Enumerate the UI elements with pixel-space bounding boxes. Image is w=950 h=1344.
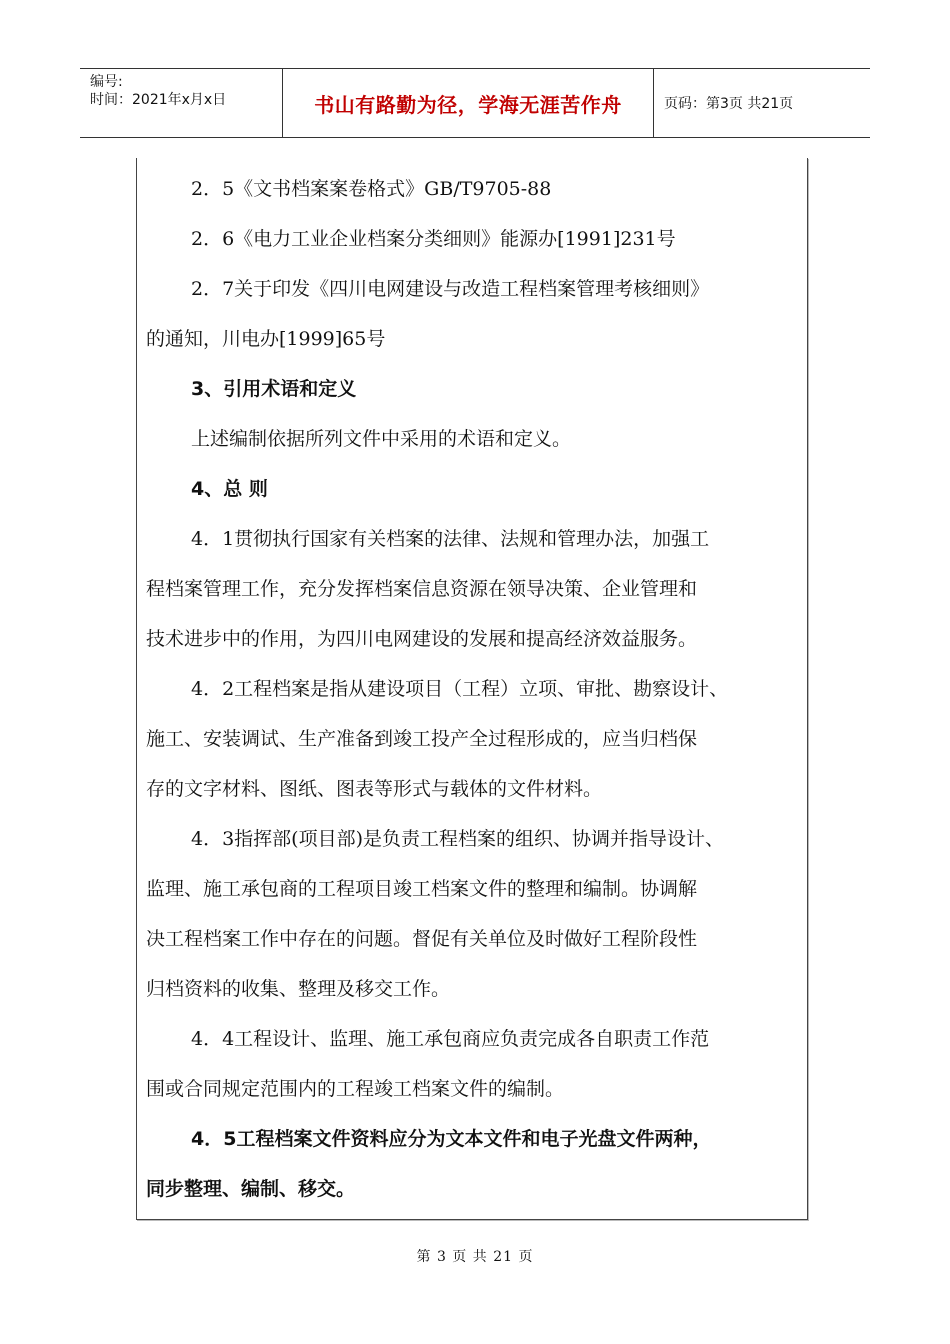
paragraph-line: 施工、安装调试、生产准备到竣工投产全过程形成的，应当归档保 (146, 728, 698, 750)
page-footer: 第 3 页 共 21 页 (416, 1249, 534, 1265)
paragraph-line: 2．6《电力工业企业档案分类细则》能源办[1991]231号 (191, 228, 676, 250)
paragraph-line: 2．5《文书档案案卷格式》GB/T9705-88 (191, 178, 552, 200)
paragraph-line: 4．4工程设计、监理、施工承包商应负责完成各自职责工作范 (191, 1028, 710, 1050)
paragraph-line: 3、引用术语和定义 (191, 378, 357, 400)
paragraph-line: 决工程档案工作中存在的问题。督促有关单位及时做好工程阶段性 (146, 928, 698, 950)
paragraph (146, 1114, 806, 1214)
paragraph-line: 4、总 则 (191, 478, 268, 500)
paragraph-line: 4．3指挥部(项目部)是负责工程档案的组织、协调并指导设计、 (191, 828, 725, 850)
paragraph-line: 归档资料的收集、整理及移交工作。 (146, 978, 451, 1000)
paragraph (146, 814, 806, 1014)
paragraph (146, 1014, 806, 1114)
paragraph-line: 围或合同规定范围内的工程竣工档案文件的编制。 (146, 1078, 565, 1100)
paragraph (146, 464, 806, 514)
page-header (80, 68, 870, 138)
header-page-info: 页码：第3页 共21页 (664, 96, 794, 112)
paragraph-line: 4．1贯彻执行国家有关档案的法律、法规和管理办法，加强工 (191, 528, 710, 550)
paragraph-line: 监理、施工承包商的工程项目竣工档案文件的整理和编制。协调解 (146, 878, 698, 900)
paragraph (146, 264, 806, 364)
document-number-label: 编号: (90, 74, 123, 90)
paragraph-line: 程档案管理工作，充分发挥档案信息资源在领导决策、企业管理和 (146, 578, 698, 600)
paragraph-line: 存的文字材料、图纸、图表等形式与载体的文件材料。 (146, 778, 603, 800)
paragraph-line: 同步整理、编制、移交。 (146, 1178, 356, 1200)
paragraph-line: 4．2工程档案是指从建设项目（工程）立项、审批、勘察设计、 (191, 678, 729, 700)
paragraph-line: 技术进步中的作用，为四川电网建设的发展和提高经济效益服务。 (146, 628, 698, 650)
paragraph-line: 上述编制依据所列文件中采用的术语和定义。 (191, 428, 572, 450)
header-meta (80, 69, 282, 137)
paragraph (146, 664, 806, 814)
paragraph (146, 364, 806, 414)
paragraph-line: 2．7关于印发《四川电网建设与改造工程档案管理考核细则》 (191, 278, 710, 300)
header-motto-cell (282, 69, 654, 137)
document-time-label: 时间：2021年x月x日 (90, 92, 227, 108)
paragraph (146, 214, 806, 264)
paragraph-line: 4．5工程档案文件资料应分为文本文件和电子光盘文件两种， (191, 1128, 712, 1150)
paragraph (146, 164, 806, 214)
paragraph-line: 的通知，川电办[1999]65号 (146, 328, 386, 350)
header-motto: 书山有路勤为径，学海无涯苦作舟 (314, 92, 622, 117)
document-body (146, 164, 806, 1214)
paragraph (146, 414, 806, 464)
paragraph (146, 514, 806, 664)
